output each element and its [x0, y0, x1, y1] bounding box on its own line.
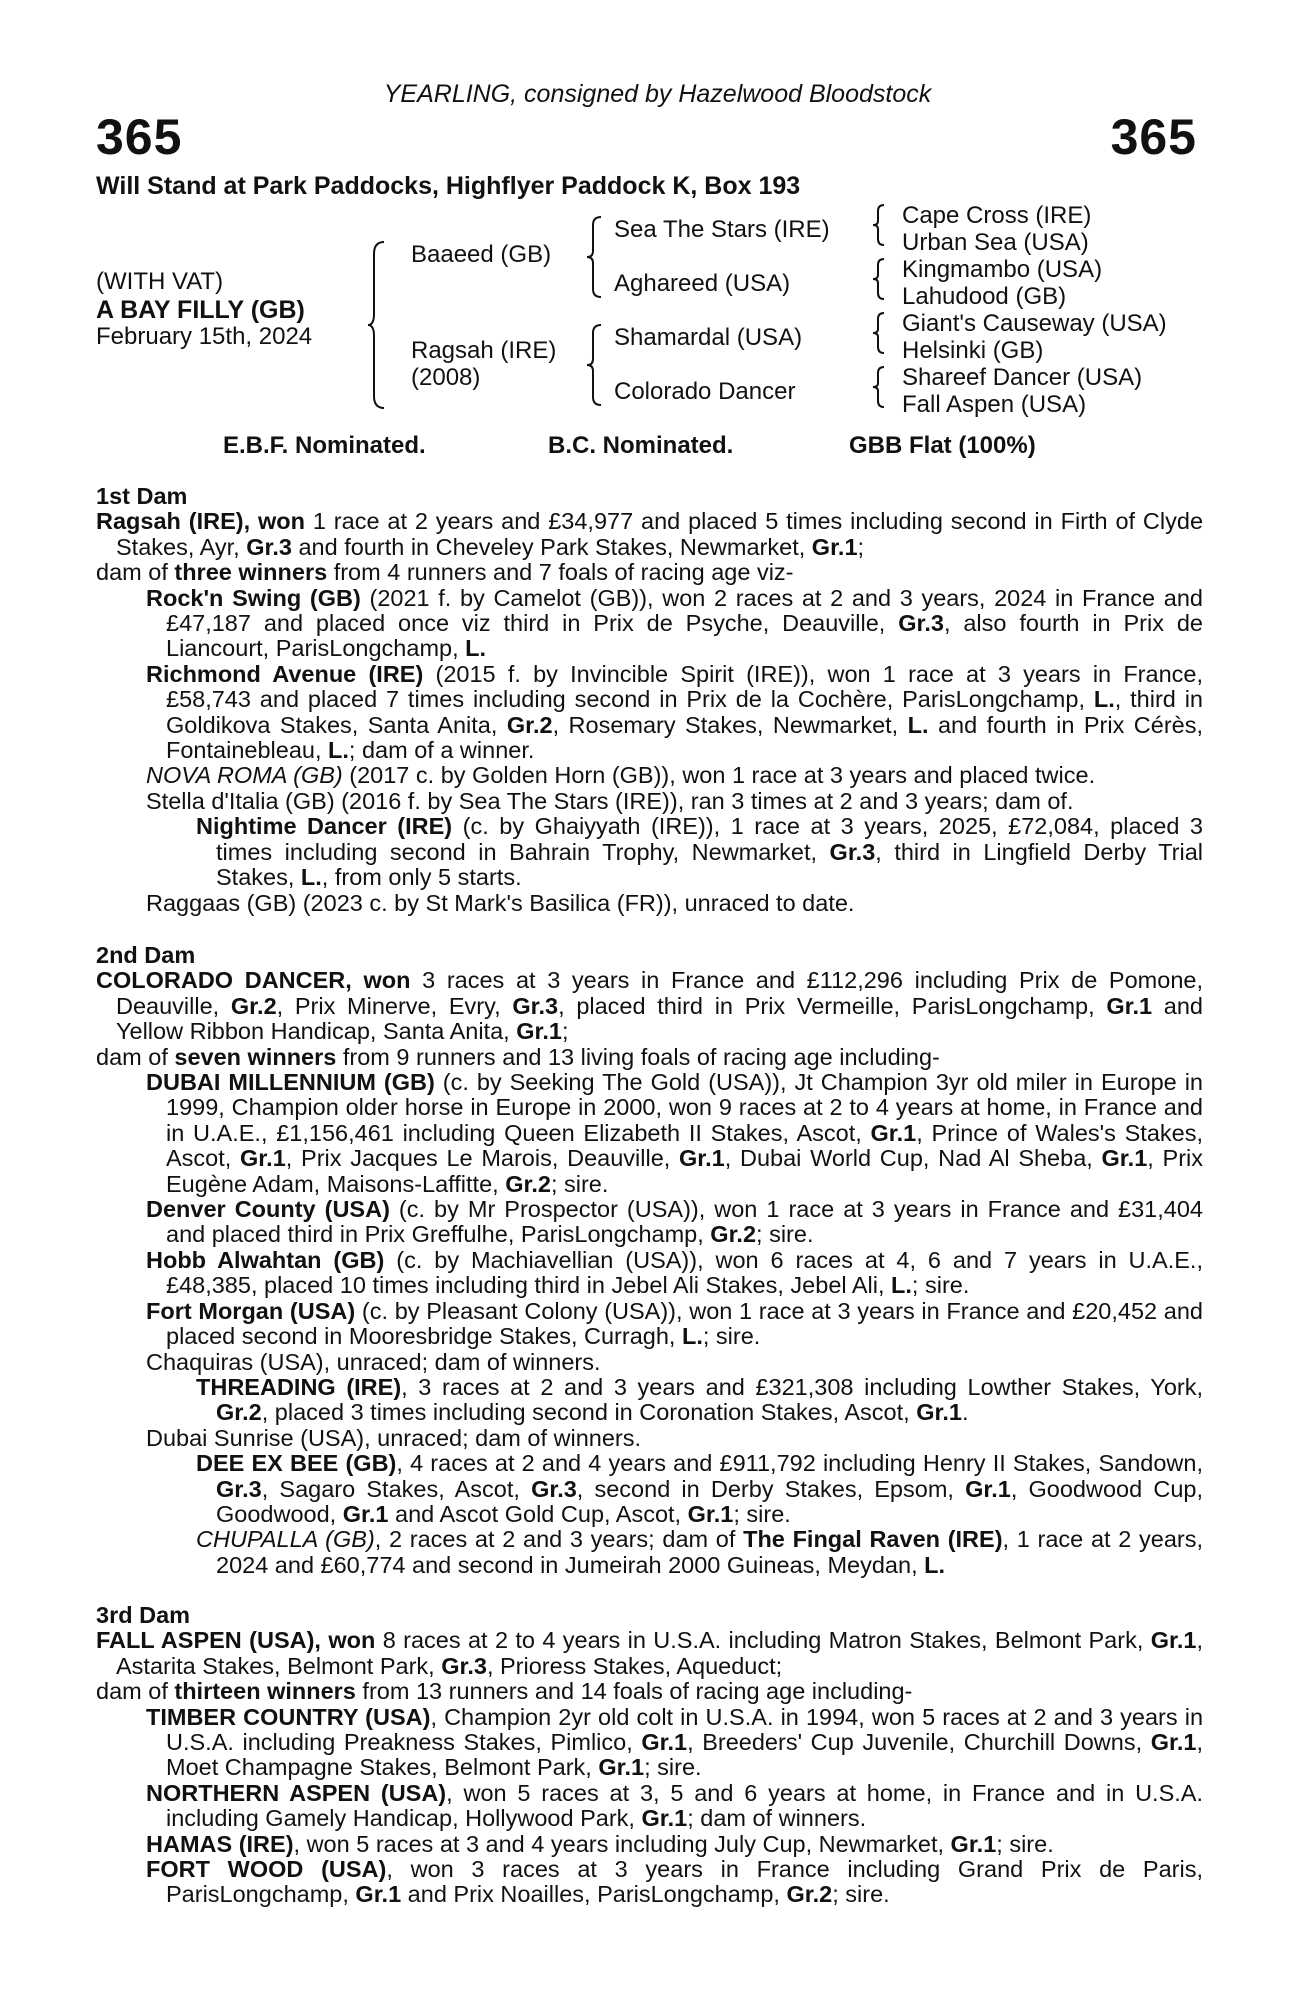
g3-3: Kingmambo (USA): [902, 256, 1103, 283]
produce-rocknswing: Rock'n Swing (GB) (2021 f. by Camelot (GB)), won 2 races at 2 and 3 years, 2024 in France and £47,187 and placed once viz third in Prix de Psyche, Deauville, Gr.3, also fourth in Prix de Liancourt, ParisLongchamp, L.: [146, 584, 1203, 662]
produce-raggaas: Raggaas (GB) (2023 c. by St Mark's Basilica (FR)), unraced to date.: [146, 889, 855, 916]
sire-name: Baaeed (GB): [411, 241, 552, 268]
pedigree-brace-dam: [585, 323, 603, 407]
produce-timber-country: TIMBER COUNTRY (USA), Champion 2yr old colt in U.S.A. in 1994, won 5 races at 2 and 3 years in U.S.A. including Preakness Stakes, Pimlico, Gr.1, Breeders' Cup Juvenile, Churchill Downs, Gr.1, Moet Champagne Stakes, Belmont Park, Gr.1; sire.: [146, 1703, 1204, 1781]
produce-dubai-millennium: DUBAI MILLENNIUM (GB) (c. by Seeking The Gold (USA)), Jt Champion 3yr old miler in Europe in 1999, Champion older horse in Europe in 2000, won 9 races at 2 to 4 years at home, in France and in U.A.E., £1,156,461 including Queen Elizabeth II Stakes, Ascot, Gr.1, Prince of Wales's Stakes, Ascot, Gr.1, Prix Jacques Le Marois, Deauville, Gr.1, Dubai World Cup, Nad Al Sheba, Gr.1, Prix Eugène Adam, Maisons-Laffitte, Gr.2; sire.: [146, 1069, 1203, 1197]
lot-number-right: 365: [1110, 109, 1197, 165]
pedigree-brace-main: [366, 240, 386, 410]
second-dam-title: 2nd Dam: [96, 942, 196, 968]
sire-sire: Sea The Stars (IRE): [614, 216, 830, 243]
gbb-flat: GBB Flat (100%): [849, 432, 1036, 459]
first-dam-produce-summary: dam of three winners from 4 runners and 7 foals of racing age viz-: [96, 559, 794, 586]
dam-name: Ragsah (IRE): [411, 337, 557, 364]
g3-7: Shareef Dancer (USA): [902, 364, 1143, 391]
pedigree-brace-g3-1: [872, 203, 886, 247]
produce-hobb-alwahtan: Hobb Alwahtan (GB) (c. by Machiavellian (USA)), won 6 races at 4, 6 and 7 years in U.A.E., £48,385, placed 10 times including third in Jebel Ali Stakes, Jebel Ali, L.; sire.: [146, 1246, 1203, 1299]
produce-richmond-avenue: Richmond Avenue (IRE) (2015 f. by Invincible Spirit (IRE)), won 1 race at 3 years in France, £58,743 and placed 7 times including second in Prix de la Cochère, ParisLongchamp, L., third in Goldikova Stakes, Santa Anita, Gr.2, Rosemary Stakes, Newmarket, L. and fourth in Prix Cérès, Fontainebleau, L.; dam of a winner.: [146, 660, 1203, 764]
produce-denver-county: Denver County (USA) (c. by Mr Prospector (USA)), won 1 race at 3 years in France and £31,404 and placed third in Prix Greffulhe, ParisLongchamp, Gr.2; sire.: [146, 1196, 1203, 1248]
third-dam-record: FALL ASPEN (USA), won 8 races at 2 to 4 years in U.S.A. including Matron Stakes, Belmont Park, Gr.1, Astarita Stakes, Belmont Park, Gr.3, Prioress Stakes, Aqueduct;: [96, 1627, 1203, 1679]
produce-dee-ex-bee: DEE EX BEE (GB), 4 races at 2 and 4 years and £911,792 including Henry II Stakes, Sandown, Gr.3, Sagaro Stakes, Ascot, Gr.3, second in Derby Stakes, Epsom, Gr.1, Goodwood Cup, Goodwood, Gr.1 and Ascot Gold Cup, Ascot, Gr.1; sire.: [196, 1450, 1203, 1527]
g3-2: Urban Sea (USA): [902, 229, 1089, 256]
g3-8: Fall Aspen (USA): [902, 391, 1087, 418]
first-dam-title: 1st Dam: [96, 483, 188, 509]
pedigree-brace-sire: [585, 215, 603, 299]
g3-1: Cape Cross (IRE): [902, 202, 1092, 229]
produce-northern-aspen: NORTHERN ASPEN (USA), won 5 races at 3, 5 and 6 years at home, in France and in U.S.A. including Gamely Handicap, Hollywood Park, Gr.1; dam of winners.: [146, 1779, 1203, 1832]
produce-chupalla: CHUPALLA (GB), 2 races at 2 and 3 years; dam of The Fingal Raven (IRE), 1 race at 2 years, 2024 and £60,774 and second in Jumeirah 2000 Guineas, Meydan, L.: [196, 1526, 1204, 1578]
first-dam-section: [96, 484, 1203, 916]
third-dam-produce-summary: dam of thirteen winners from 13 runners and 14 foals of racing age including-: [96, 1678, 913, 1705]
sire-dam: Aghareed (USA): [614, 270, 791, 297]
produce-nightime-dancer: Nightime Dancer (IRE) (c. by Ghaiyyath (IRE)), 1 race at 3 years, 2025, £72,084, placed 3 times including second in Bahrain Trophy, Newmarket, Gr.3, third in Lingfield Derby Trial Stakes, L., from only 5 starts.: [196, 813, 1204, 891]
produce-chaquiras: Chaquiras (USA), unraced; dam of winners.: [146, 1348, 601, 1375]
g3-6: Helsinki (GB): [902, 337, 1044, 364]
produce-fort-wood: FORT WOOD (USA), won 3 races at 3 years in France including Grand Prix de Paris, ParisLongchamp, Gr.1 and Prix Noailles, ParisLongchamp, Gr.2; sire.: [146, 1856, 1204, 1908]
foaling-date: February 15th, 2024: [96, 323, 313, 350]
dam-dam: Colorado Dancer: [614, 378, 796, 405]
produce-fort-morgan: Fort Morgan (USA) (c. by Pleasant Colony (USA)), won 1 race at 3 years in France and £20,452 and placed second in Mooresbridge Stakes, Curragh, L.; sire.: [146, 1297, 1203, 1350]
pedigree-brace-g3-2: [872, 257, 886, 301]
third-dam-section: [96, 1603, 1203, 1908]
ebf-nominated: E.B.F. Nominated.: [223, 432, 426, 459]
g3-4: Lahudood (GB): [902, 283, 1067, 310]
stand-location: Will Stand at Park Paddocks, Highflyer Paddock K, Box 193: [96, 172, 801, 200]
first-dam-record: Ragsah (IRE), won 1 race at 2 years and £34,977 and placed 5 times including second in Firth of Clyde Stakes, Ayr, Gr.3 and fourth in Cheveley Park Stakes, Newmarket, Gr.1;: [96, 508, 1204, 560]
dam-sire: Shamardal (USA): [614, 324, 803, 351]
third-dam-title: 3rd Dam: [96, 1602, 191, 1628]
second-dam-produce-summary: dam of seven winners from 9 runners and 13 living foals of racing age including-: [96, 1043, 940, 1070]
consignor-line: YEARLING, consigned by Hazelwood Bloodstock: [383, 80, 932, 108]
produce-stella-ditalia: Stella d'Italia (GB) (2016 f. by Sea The Stars (IRE)), ran 3 times at 2 and 3 years; dam of.: [146, 787, 1074, 814]
produce-nova-roma: NOVA ROMA (GB) (2017 c. by Golden Horn (GB)), won 1 race at 3 years and placed twice.: [146, 762, 1096, 789]
horse-name: A BAY FILLY (GB): [96, 296, 305, 324]
lot-number-left: 365: [96, 109, 183, 165]
pedigree-brace-g3-4: [872, 365, 886, 409]
second-dam-section: [96, 943, 1203, 1578]
produce-threading: THREADING (IRE), 3 races at 2 and 3 years and £321,308 including Lowther Stakes, York, Gr.2, placed 3 times including second in Coronation Stakes, Ascot, Gr.1.: [196, 1373, 1203, 1426]
dam-year: (2008): [411, 364, 481, 391]
produce-dubai-sunrise: Dubai Sunrise (USA), unraced; dam of winners.: [146, 1424, 642, 1451]
pedigree-brace-g3-3: [872, 311, 886, 355]
vat-note: (WITH VAT): [96, 268, 224, 295]
produce-hamas: HAMAS (IRE), won 5 races at 3 and 4 years including July Cup, Newmarket, Gr.1; sire.: [146, 1830, 1054, 1857]
second-dam-record: COLORADO DANCER, won 3 races at 3 years in France and £112,296 including Prix de Pomone, Deauville, Gr.2, Prix Minerve, Evry, Gr.3, placed third in Prix Vermeille, ParisLongchamp, Gr.1 and Yellow Ribbon Handicap, Santa Anita, Gr.1;: [96, 967, 1203, 1045]
g3-5: Giant's Causeway (USA): [902, 310, 1167, 337]
bc-nominated: B.C. Nominated.: [548, 432, 734, 459]
